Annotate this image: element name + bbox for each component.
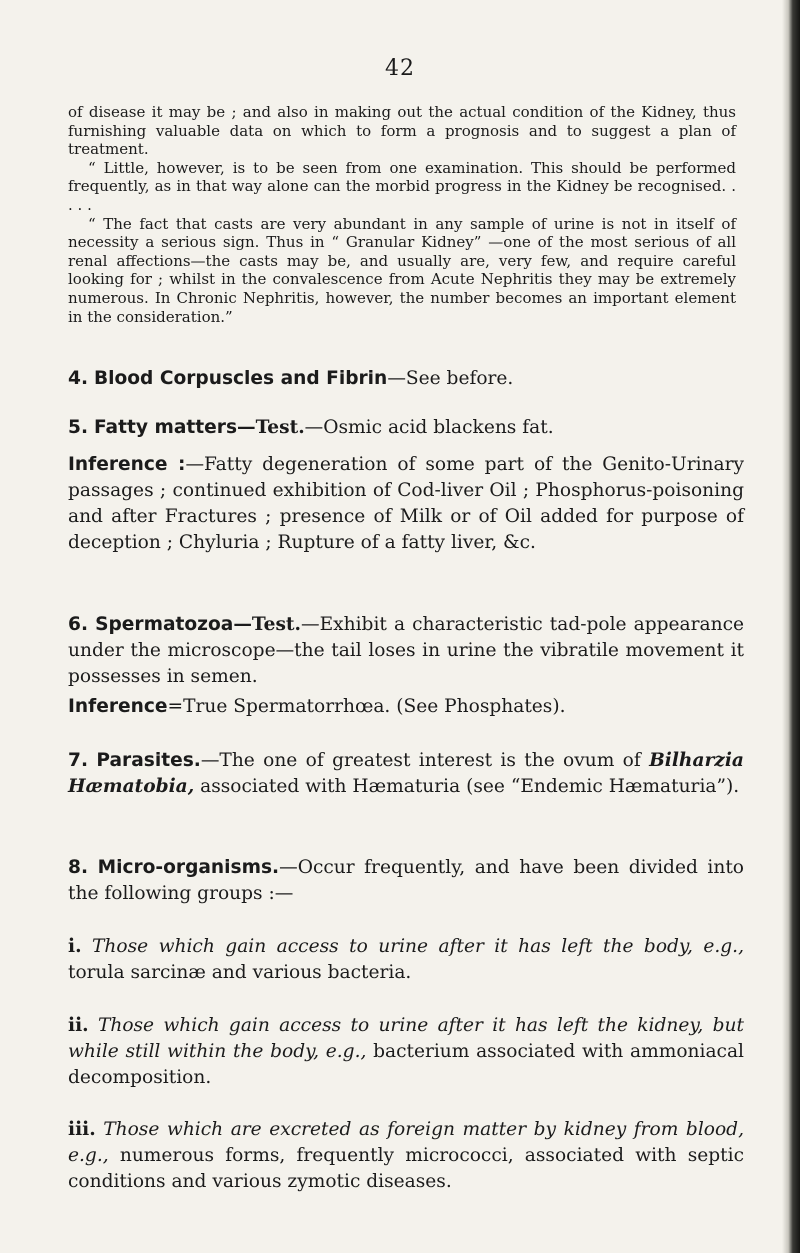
section-6 (68, 612, 744, 720)
section-6-number: 6. (68, 614, 89, 635)
intro-paragraph-2: “ Little, however, is to be seen from one examination. This should be performed frequently, as in that way alone can the morbid progress in the Kidney be recognised. . . . . (68, 158, 736, 214)
group-ii-text: bacterium associated with ammoniacal decomposition. (68, 1041, 744, 1088)
group-ii-number: ii. (68, 1015, 89, 1036)
section-4-heading: Blood Corpuscles and Fibrin (93, 368, 388, 389)
intro-paragraph-3: “ The fact that casts are very abundant in any sample of urine is not in itself of necessity a serious sign. Thus in “ Granular Kidney” —one of the most serious of all renal affections—the casts may be, and usually are, very few, and require careful looking for ; whilst in the convalescence from Acute Nephritis they may be extremely numerous. In Chronic Nephritis, however, the number becomes an important element in the consideration.” (68, 214, 736, 326)
section-5-inference-label: Inference : (68, 454, 186, 475)
section-8-heading: Micro-organisms. (97, 857, 280, 878)
section-5 (68, 415, 744, 556)
page-number: 42 (385, 56, 415, 81)
group-i-eg: e.g., (703, 936, 744, 957)
section-8 (68, 855, 744, 907)
section-4 (68, 366, 744, 392)
section-8-text: —Occur frequently, and have been divided into the following groups :— (68, 857, 744, 904)
group-ii-eg: e.g., (325, 1041, 367, 1062)
section-7-text-1: —The one of greatest interest is the ovum of (200, 750, 650, 771)
group-iii (68, 1117, 744, 1195)
section-7-italic: Bilharzia Hæmatobia, (68, 750, 744, 797)
group-ii-italic: Those which gain access to urine after it has left the kidney, but while still within the body, (68, 1015, 744, 1062)
section-6-test-label: —Test. (233, 614, 301, 635)
section-6-inference-label: Inference (68, 696, 168, 717)
intro-paragraph-1: of disease it may be ; and also in making out the actual condition of the Kidney, thus furnishing valuable data on which to form a prognosis and to suggest a plan of treatment. (68, 103, 736, 159)
section-7 (68, 748, 744, 800)
page-edge-shadow (782, 0, 800, 1253)
section-7-text-2: associated with Hæmaturia (see “Endemic Hæmaturia”). (194, 776, 740, 797)
section-8-number: 8. (68, 857, 89, 878)
group-i-number: i. (68, 936, 82, 957)
section-6-test-text: —Exhibit a characteristic tad-pole appearance under the microscope—the tail loses in urine the vibratile movement it possesses in semen. (68, 614, 744, 687)
section-5-test-label: —Test. (237, 417, 305, 438)
section-5-inference-text: —Fatty degeneration of some part of the Genito-Urinary passages ; continued exhibition of Cod-liver Oil ; Phosphorus-poisoning and after Fractures ; presence of Milk or of Oil added for purpose of deception ; Chyluria ; Rupture of a fatty liver, &c. (68, 454, 744, 553)
group-iii-text: numerous forms, frequently micrococci, associated with septic conditions and various zymotic diseases. (68, 1145, 744, 1192)
group-ii (68, 1013, 744, 1091)
group-iii-eg: e.g., (68, 1145, 109, 1166)
group-i (68, 934, 744, 986)
section-4-number: 4. (68, 368, 89, 389)
section-4-text: —See before. (387, 368, 514, 389)
section-6-heading: Spermatozoa (95, 614, 234, 635)
group-iii-number: iii. (68, 1119, 96, 1140)
section-5-number: 5. (68, 417, 89, 438)
group-i-italic: Those which gain access to urine after it has left the body, (92, 936, 693, 957)
group-i-text: torula sarcinæ and various bacteria. (68, 962, 412, 983)
section-5-test-text: —Osmic acid blackens fat. (304, 417, 554, 438)
section-5-heading: Fatty matters (93, 417, 238, 438)
section-7-number: 7. (68, 750, 89, 771)
section-6-inference-text: =True Spermatorrhœa. (See Phosphates). (167, 696, 566, 717)
intro-block (68, 103, 736, 326)
group-iii-italic: Those which are excreted as foreign matter by kidney from blood, (103, 1119, 744, 1140)
section-7-heading: Parasites. (96, 750, 201, 771)
